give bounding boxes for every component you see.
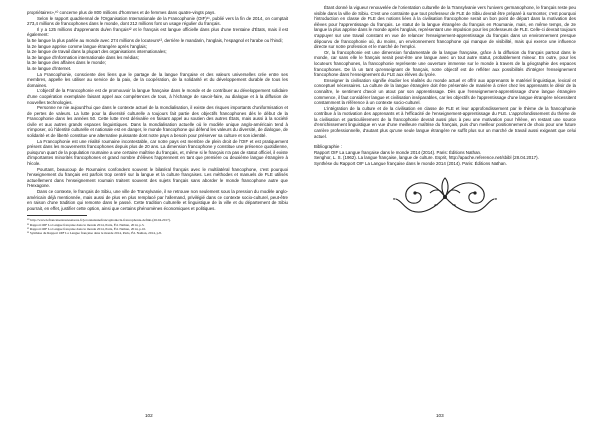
paragraph: Personne ne nie aujourd'hui que dans le contexte actuel de la mondialisation, il existe des risques importants d'uniformisation et de pertes de valeurs. La lutte pour la diversité culturelle a toujours fait partie des objectifs francophones dès le début de la Francophonie dans les années 50. Cette lutte s'est dérivalée en faisant appel au soutien des autres États, mais aussi à la société civile et aux autres grands espaces linguistiques. Dans la mondialisation actuelle où le modèle unique anglo-américain tend à s'imposer, où l'identité culturelle et nationale est en danger, le monde francophone qui défend les valeurs du diversité, de dialogue, de solidarité et de liberté constitue une alternative puissante dont notre pays a besoin pour préserver sa culture et son identité. [27, 105, 288, 139]
bibliography-heading: Bibliographie : [314, 144, 342, 150]
footnote: ¹⁰ http://www.lefrancaisentoutesaisons.fr/jeconnaisunefrancophonie/la-francophonie-definit-(26.04.2017). [27, 218, 171, 223]
paragraph: La Francophonie, consciente des liens que le partage de la langue française et des valeurs universelles crée entre ses membres, appelle les utiliser au service de la paix, de la coopération, de la solidarité et du développement durable de tous les domaines. [27, 71, 288, 88]
page-number: 102 [145, 413, 153, 418]
paragraph: Étant donné la vigueur renouvelée de l'orientation culturelle de la Transylvanie vers l'univers germanophone, le français reste peu visible dans la ville de Sibiu. C'est une contrainte que tout professeur de FLE de Sibiu devrait être préparé à surmonter, c'est pourquoi l'introduction en classe de FLE des notions liées à la civilisation francophone serait un bon point de départ dans la motivation des élèves pour l'apprentissage du français. Le statut de la langue étrangère du français en Roumanie, mais, en même temps, de 2e langue la plus apprise dans le monde après l'anglais, représentant une impulsion pour les professeurs de FLE. Celle-ci devrait toujours s'appuyer sur une travail constant en vue de relancer l'enseignement-apprentissage du français dans un environnement presque dépourvu de francophonie où, du moins, un environnement francophone qui manque de visibilité, mais qui exerce une influence directe sur notre profession et le marché de l'emploi. [314, 5, 576, 50]
footnote-rule [27, 215, 87, 216]
paragraph: Pourtant, beaucoup de Roumains confondent souvent le bilatéral français avec le multilatéral francophone, c'est pourquoi l'enseignement du français est parfois trop centré sur la langue et la culture françaises. Les méthodes et manuels de FLE utilisés actuellement dans l'enseignement roumain traitent souvent des sujets français sans aborder le monde francophone autre que l'Hexagone. [27, 166, 288, 189]
language-ranking-list [27, 38, 288, 72]
list-item: la 4e langue d'internet. [27, 65, 72, 71]
paragraph: propriétaires»,¹⁰ concerne plus de 800 millions d'hommes et de femmes dans quatre-vingts pays. [27, 10, 216, 15]
footnote: ¹³ Synthèse du Rapport OIF La Langue française dans le monde 2014, Paris, Éd. Nathan, 2014, p.8. [27, 231, 162, 236]
list-item: la 3e langue des affaires dans le monde; [27, 60, 107, 66]
paragraph: Dans ce contexte, le français de Sibiu, une ville de Transylvanie, il se retrouve non seulement sous la pression du modèle anglo-américain déjà mentionnée, mais aussi de plus en plus remplacé par l'allemand, privilégié dans ce contexte socio-culturel, peut-être en raison d'une tradition qui remonte dans le passé. Cette tradition culturelle et linguistique de la ville et du département de Sibiu pourrait, en effet, justifier cette option, ainsi que certains phénomènes économiques et politiques. [27, 189, 288, 211]
bibliography [314, 144, 576, 166]
bibliography-entry: Synthèse du Rapport OIF La Langue française dans le monde 2014 (2014). Paris: Éditions Nathan. [314, 161, 507, 167]
paragraph: Il y a 125 millions d'apprenants du/en français¹² et le français est langue officielle dans plus d'une trentaine d'États, mais il est également: [27, 26, 288, 38]
list-item: la 5e langue la plus parlée au monde avec 274 millions de locuteurs¹³, derrière le mandarin, l'anglais, l'espagnol et l'arabe ou l'hindi; [27, 37, 283, 43]
list-item: la 3e langue d'information internationale dans les médias; [27, 54, 139, 60]
bibliography-entry: Senghor, L. S. (1962). La langue française, langue de culture. Esprit, http://apache.reference.net/sbibl (28.04.2017). [314, 155, 539, 161]
list-item: la 2e langue de travail dans la plupart des organisations internationales; [27, 49, 167, 55]
page-number: 103 [436, 413, 444, 418]
paragraph: Enseigner la civilisation signifie étudier les réalités du monde actuel et offrir aux apprenants le matériel linguistique, lexical et conceptuel nécessaires. La culture de la langue étrangère doit être présentée de manière à créer chez les apprenants le désir de la connaître, le sentiment d'avoir un atout par son apprentissage. Dès que l'enseignement-apprentissage d'une langue étrangère commence, il faut considérer langue et civilisation inséparables, car les objectifs de l'apprentissage d'une langue étrangère nécessitent constamment la référence à un contexte socio-culturel. [314, 77, 576, 106]
paragraph: Or, la francophonie est une dimension fondamentale de la langue française, grâce à la diffusion du français partout dans le monde, car sans elle le français serait peut-être une langue avec un tout autre statut, probablement mineur. En outre, pour les locuteurs francophones, la francophonie représente une ouverture immense sur le monde à travers de la géographie des espaces francophones. De là un tant qu'enseignant de français, notre objectif est de refléter aux possibilités d'intégrer l'enseignement francophone dans l'enseignement du FLE aux élèves du lycée. [314, 49, 576, 78]
flourish-icon [390, 175, 500, 219]
paragraph: Selon le rapport quadriennal de l'Organisation Internationale de la Francophonie (OIF)¹¹, publié vers la fin de 2014, on comptait 273,4 millions de francophones dans le monde, dont 212 millions font un usage régulier du français. [27, 15, 288, 27]
paragraph: L'objectif de la Francophonie est de promouvoir la langue française dans le monde et de contribuer au développement solidaire d'une coopération exemplaire faisant appel aux compétences de tous, à l'échange de savoir-faire, au dialogue et à la diffusion de nouvelles technologies. [27, 88, 288, 105]
paragraph: L'intégration de la culture et de la civilisation en classe de FLE et leur approfondissement par le thème de la francophonie contribue à la motivation des apprenants et à l'efficacité de l'enseignement-apprentissage du FLE. L'approfondissement du thème de la civilisation et particulièrement de la francophonie devrait aussi plus à peu une motivation pour l'élève, en restant une source d'enrichissement linguistique en vue d'une meilleure maîtrise du français, puis d'un meilleur positionnement de choix pour une future carrière professionnelle, d'autant plus qu'une seule langue étrangère ne suffit plus sur un marché de travail aussi exigeant que celui actuel. [314, 105, 576, 139]
footnote: ¹¹ Rapport OIF La Langue française dans le monde 2014, Paris, Éd. Nathan, 2014, p.5. [27, 222, 145, 227]
floral-ornament [314, 175, 576, 219]
footnote: ¹² Rapport OIF La Langue française dans le monde 2014, Paris, Éd. Nathan, 2014, p.10. [27, 226, 147, 231]
right-page [300, 0, 600, 424]
paragraph: La Francophonie est une réalité roumaine incontestable, car notre pays est membre de plein droit de l'OIF et est pratiquement présent dans les mouvements francophones depuis plus de 20 ans. La dimension francophone y constitue une présence quotidienne, puisqu'un quart de la population roumaine a une certaine maîtrise du français, et, même si le français n'a pas de statut officiel, il existe d'importantes minorités francophones et grand nombre d'élèves l'apprennent en tant que première ou deuxième langue étrangère à l'école. [27, 138, 288, 167]
bibliography-entry: Rapport OIF La Langue française dans le monde 2014 (2014). Paris: Éditions Nathan. [314, 149, 482, 155]
footnotes [27, 218, 288, 235]
list-item: la 2e langue apprise comme langue étrangère après l'anglais; [27, 43, 147, 49]
